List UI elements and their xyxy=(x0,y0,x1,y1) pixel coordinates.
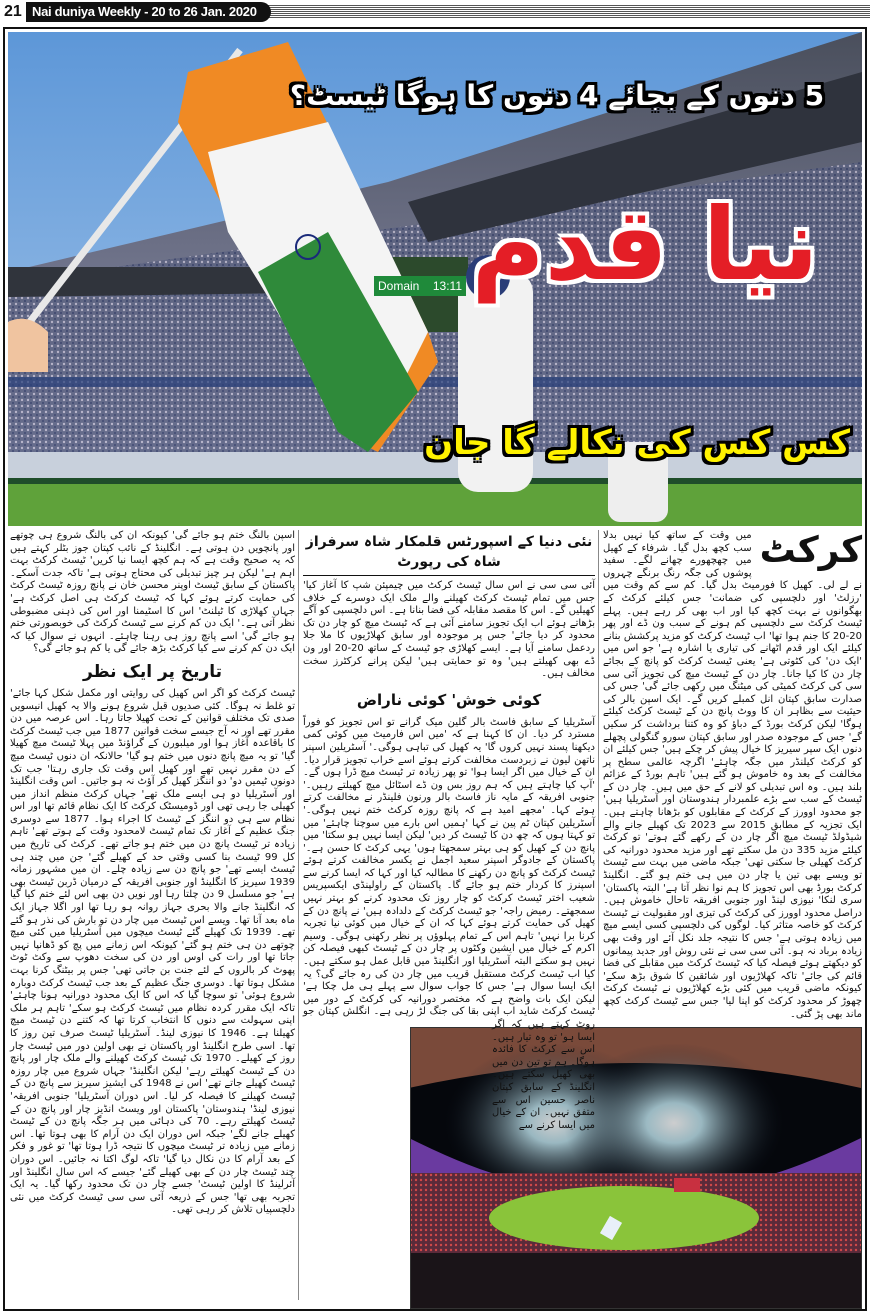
report-byline: نئی دنیا کے اسپورٹس قلمکار شاہ سرفراز شاہ کی رپورٹ xyxy=(303,532,595,576)
headline-top: 5 دنوں کے بجائے 4 دنوں کا ہوگا ٹیسٹ؟ xyxy=(289,79,825,112)
publication-title: Nai duniya Weekly - 20 to 26 Jan. 2020 xyxy=(26,2,271,22)
scoreboard-time: 13:11 xyxy=(432,279,462,293)
headline-main: نیا قدم xyxy=(471,186,819,303)
page-header xyxy=(0,0,870,24)
article-paragraph: میں وقت کے ساتھ کیا نہیں بدلا سب کچھ بدل گیا۔ شرفاء کے کھیل میں چھچھورے چھانے لگے۔ سفید پوشوں کی جگہ رنگ برنگے چہروں نے لے لی۔ کھیل کا فورمیٹ بدل گیا۔ کم سے کم وقت میں 'رزلٹ' اور دلچسپی کی ضمانت' جس کیلئے کرکٹ کے بھگوانوں نے بہت کچھ کیا اور اب بھی کر رہے ہیں۔ پہلے ٹیسٹ کرکٹ سے دلچسپی کم ہونے کے سبب ون ڈے اور پھر 20-20 کا جنم ہوا تھا' اب ٹیسٹ کرکٹ کو مزید پرکشش بنانے کیلئے ایک اور قدم اٹھانے کی تیاری یا اشارہ ہے' جو اس میں 'ایک دن' کی کٹوتی ہے' یعنی ٹیسٹ کرکٹ کو پانچ کے بجائے چار دن کا کیا جانا۔ چار دن کے ٹیسٹ میچ کی تجویز آئی سی سی کی کرکٹ کمیٹی کی میٹنگ میں رکھی جائے گی' جس کی صدارت سابق کپتان انل کمبلے کریں گے۔ ایک اسپن بالر کی حیثیت سے بظاہر ان کا ووٹ پانچ دن کے ٹیسٹ کرکٹ کیلئے ہوگا' لیکن کرکٹ بورڈ کے دباؤ کو وہ کتنا برداشت کر سکیں گے' جس کے موجودہ صدر اور سابق کپتان سورو گنگولی پچھلے دنوں ایک سپر سیریز کا خیال پیش کر چکے ہیں' جس کیلئے ان کو کرکٹ کیلنڈر میں جگہ چاہئے' اگرچہ عالمی سطح پر مخالفت کے بعد وہ خاموش ہو گئے ہیں' تاہم بورڈ کے عزائم بلند ہیں۔ وہ اس تبدیلی کو لانے کے حق میں ہیں۔ چار دن کے ٹیسٹ کے سب سے بڑے علمبردار ہندوستان اور آسٹریلیا ہیں' جو محدود اوورز کے کرکٹ کے مقابلوں کو بڑھانا چاہتے ہیں۔ ایک تجزیہ کے مطابق 2015 سے 2023 تک کھیلے جانے والے شیڈولڈ ٹیسٹ میچ اگر چار دن کے رکھے گئے ہوتے' تو کرکٹ کیلئے مزید 335 دن مل سکتے تھے اور مزید محدود دورانیہ کی کرکٹ کھیلی جا سکتی تھی' جبکہ ماضی میں بہت سے ٹیسٹ تو ویسے بھی تین یا چار دن میں ہی ختم ہو گئے۔ انگلینڈ کرکٹ بورڈ بھی اس تجویز کا ہم نوا نظر آتا ہے' البتہ پاکستان' سری لنکا' نیوزی لینڈ اور جنوبی افریقہ تاحال خاموش ہیں۔ دراصل محدود اوورز کی کرکٹ کی تیزی اور مقبولیت نے ٹیسٹ کرکٹ کو خاصہ متاثر کیا۔ لوگوں کی دلچسپی کسی ایسے میچ میں زیادہ ہوتی ہے' جس کا نتیجہ جلد نکل آئے اور وقت بھی زیادہ برباد نہ ہو۔ آئی سی سی نے نئی روش اور جدید پیمانوں کو دیکھتے ہوئے فیصلہ کیا کہ ٹیسٹ کرکٹ میں مقابلے کی فضا قائم کی جائے' تاکہ کھلاڑیوں اور شائقین کا شوق بڑھ سکے' کیونکہ ماضی قریب میں کئی بڑے کھلاڑیوں نے ٹیسٹ کرکٹ چھوڑ کر محدود کرکٹ کو اپنا لیا' جس سے ٹیسٹ کرکٹ کچھ ماند بھی پڑ گئی۔ xyxy=(603,530,863,1020)
article-paragraph: آسٹریلیا کے سابق فاسٹ بالر گلین میک گرانے تو اس تجویز کو فوراً مسترد کر دیا۔ ان کا کہنا ہے کہ 'میں اس فارمیٹ میں کوئی کمی دیکھنا پسند نہیں کروں گا' یہ کھیل کی تباہی ہوگی۔' آسٹریلین اسپنر ناتھن لیون نے زبردست مخالفت کرتے ہوئے اسے خراب تجویز قرار دیا۔ ان کے خیال میں اگر ایسا ہوا' تو پھر زیادہ تر ٹیسٹ میچ ڈرا ہوں گے۔ 'آپ کیا چاہتے ہیں کہ ہم روز بس ون ڈے اسٹائل میچ کھیلتے رہیں۔' جنوبی افریقہ کے مایہ ناز فاسٹ بالر ورنون فلینڈر نے مخالفت کرتے ہوئے کہا۔ 'مجھے امید ہے کہ پانچ روزہ کرکٹ ختم نہیں ہوگی۔' آسٹریلین کپتان ٹم پین نے کہا 'ہمیں اس بارے میں سوچنا چاہئے' میں تو کہتا ہوں کہ چھ دن کا ٹیسٹ کر دیں' لیکن ایسا نہیں ہو سکتا' میں پانچ دن کے کھیل کو ہی بہتر سمجھتا ہوں' یہی کرکٹ کا حسن ہے۔' پاکستان کے جادوگر اسپنر سعید اجمل نے یکسر مخالفت کرتے ہوئے ٹیسٹ کرکٹ کو پانچ دن رکھنے کا مطالبہ کیا اور کہا کہ ایسا کرنے سے اسپنرز کا کردار ختم ہو جائے گا۔ پاکستان کے راولپنڈی ایکسپریس شعیب اختر ٹیسٹ کرکٹ کو چار روز تک محدود کرنے کو بہتر نہیں سمجھتے۔ رمیض راجہ' جو ٹیسٹ کرکٹ کے دلدادہ ہیں' نے پانچ دن کے کھیل کی حمایت کرتے ہوئے کہا کہ ان کے خیال میں کوئی نیا تجربہ کرنا برا نہیں' تاہم اس کے تمام پہلوؤں پر نظر رکھنی ہوگی۔ وسیم اکرم کے خیال میں ایشین وکٹوں پر چار دن کے ٹیسٹ کبھی فیصلہ کن نہیں ہو سکتے البتہ آسٹریلیا اور انگلینڈ میں قابل عمل ہو سکتے ہیں۔ کیا اب ٹیسٹ کرکٹ مستقبل قریب میں چار دن کی رہ جائے گی؟ یہ ایک ایسا سوال ہے' جس کا جواب سوال سے پہلے ہی مل چکا ہے' لیکن ایک بات واضح ہے کہ مختصر دورانیہ کی کرکٹ کے دور میں ٹیسٹ کرکٹ شاید اب اپنی بقا کی جنگ لڑ رہی ہے۔ انگلش کپتان جو روٹ کہتے ہیں کہ اگر ایسا ہو' تو وہ تیار ہیں۔ اس سے کرکٹ کا فائدہ ہوگا۔ ہم تو تین دن میں بھی کھیل سکتے ہیں۔ انگلینڈ کے سابق کپتان ناصر حسین اس سے متفق نہیں۔ ان کے خیال میں ایسا کرنے سے xyxy=(303,716,595,1131)
article-paragraph: ٹیسٹ کرکٹ کو اگر اس کھیل کی روایتی اور مکمل شکل کہا جائے' تو غلط نہ ہوگا۔ کئی صدیوں قبل شروع ہونے والا یہ کھیل انیسویں صدی تک مختلف قوانین کے تحت کھیلا جاتا رہا۔ اس عرصہ میں دن مقرر تھے اور نہ آج جیسے سخت قوانین 1877 میں جب ٹیسٹ کرکٹ کا باقاعدہ آغاز ہوا اور میلبورن کے گراؤنڈ میں پہلا ٹیسٹ میچ کھیلا گیا' تو یہ میچ پانچ دنوں میں ختم ہو گیا' حالانکہ ان دنوں ٹیسٹ میچ کے دن مقرر نہیں تھے اور کھیل اس وقت تک جاری رہتا' جب تک دونوں ٹیمیں دو' دو اننگز کھیل کر آؤٹ نہ ہو جاتیں۔ اس وقت انگلینڈ اور آسٹریلیا دو ہی ایسے ملک تھے' جہاں کرکٹ منظم انداز میں کھیلی جا رہی تھی اور ڈومیسٹک کرکٹ کا ایک نظام قائم تھا اور اس نظام سے ہی دو اننگز کے ٹیسٹ کا اجراء ہوا۔ 1877 سے دوسری جنگ عظیم کے آغاز تک تمام ٹیسٹ لامحدود وقت کے ہوتے تھے' تاہم زیادہ تر ٹیسٹ پانچ دن میں ختم ہو جاتے تھے۔ کرکٹ کی تاریخ میں کل 99 ٹیسٹ بنا کسی وقتی حد کے کھیلے گئے' جن میں چند ہی ٹیسٹ ایسے تھے' جو پانچ دن سے زیادہ چلے۔ ان میں مشہور زمانہ 1939 سیریز کا انگلینڈ اور جنوبی افریقہ کے درمیان ڈربن ٹیسٹ بھی ہے' جو مسلسل 9 دن چلتا رہا اور نویں دن بھی اس لئے ختم کیا گیا کہ انگلینڈ جانے والا بحری جہاز روانہ ہو رہا تھا اور اگلا جہاز ایک ماہ بعد آنا تھا۔ ویسے اس ٹیسٹ میں چار دن تو بارش کی نذر ہو گئے تھے۔ 1939 تک کھیلے گئے ٹیسٹ میچوں میں آسٹریلیا میں کئی میچ چوتھے دن ہی ختم ہو گئے' کیونکہ اس زمانے میں پچ کو ڈھانپا نہیں جاتا تھا اور رات کی اوس اور دن کی سخت دھوپ سے وکٹ ٹوٹ پھوٹ کر بالروں کے لئے جنت بن جاتی تھی' جس پر بیٹنگ کرنا بہت مشکل ہوتا تھا۔ دوسری جنگ عظیم کے بعد جب ٹیسٹ کرکٹ دوبارہ شروع ہوئی' تو سوچا گیا کہ اس کا ایک محدود دورانیہ ہونا چاہئے' تاکہ ایک مقرر کردہ نظام میں ٹیسٹ کرکٹ ہو سکے' تاہم ہر ملک اپنی سہولت سے دنوں کا انتخاب کرتا تھا کہ کتنے دن ٹیسٹ میچ کھیلنا ہے۔ 1946 کا نیوزی لینڈ۔ آسٹریلیا ٹیسٹ صرف تین روز کا تھا۔ اسی طرح انگلینڈ اور پاکستان نے بھی اولین دور میں ٹیسٹ چار روز کے کھیلے۔ 1970 تک ٹیسٹ کرکٹ کھیلنے والے ملک چار اور پانچ دن کے ٹیسٹ کھیلتے رہے' لیکن انگلینڈ' جہاں شروع میں چار روزہ ٹیسٹ کھیلے جاتے تھے' اس نے 1948 کی ایشیز سیریز سے پانچ دن کے ٹیسٹ کھیلنے کا فیصلہ کر لیا۔ اس دوران آسٹریلیا' جنوبی افریقہ' نیوزی لینڈ' ہندوستان' پاکستان اور ویسٹ انڈیز چار اور پانچ دن کے ٹیسٹ کھیلتے رہے۔ 70 کی دہائی میں ہر جگہ پانچ دن کے ٹیسٹ کھیلے جانے لگے' جبکہ اس دوران ایک دن آرام کا بھی ہوتا تھا۔ اس زمانے میں زیادہ تر ٹیسٹ میچوں کا نتیجہ ڈرا ہوتا تھا' تو غور و فکر کے بعد آرام کا دن نکال دیا گیا' تاکہ لوگ اکتا نہ جائیں۔ اس دوران چند ٹیسٹ چار دن کے بھی کھیلے گئے' جیسے کہ اس سال انگلینڈ اور آئرلینڈ کا اولین ٹیسٹ' جسے چار دن تک محدود رکھا گیا۔ یہ ایک تجربہ بھی تھا' جس کے ذریعہ آئی سی سی ٹیسٹ کرکٹ میں نئی دلچسپیاں تلاش کر رہی تھی۔ xyxy=(10,687,296,1216)
article-intro: اسپن بالنگ ختم ہو جائے گی' کیونکہ ان کی بالنگ شروع ہی چوتھے اور پانچویں دن ہوتی ہے۔ انگلینڈ کے نائب کپتان جوز بٹلر کہتے ہیں کہ یہ صحیح وقت ہے کہ ہم کچھ ایسا نیا کریں' ٹیسٹ کرکٹ بہت اہم ہے' لیکن ہر چیز تبدیلی کی محتاج ہوتی ہے' تاکہ جدت آسکے۔ پاکستان کے سابق ٹیسٹ اوپنر محسن خان نے پانچ روزہ ٹیسٹ کرکٹ کی حمایت کرتے ہوئے کہا کہ ٹیسٹ کرکٹ ہی اصل کرکٹ ہے' جہاں کھلاڑی کا ٹیلنٹ' اس کا اسٹیمنا اور اس کی ذہنی مضبوطی نظر آتی ہے۔' ایک دن کم کرنے سے ٹیسٹ کرکٹ کی خوبصورتی ختم ہو جائے گی' اسے پانچ روز ہی رہنا چاہئے۔ انہوں نے سوال کیا کہ ایک دن کم کرنے سے کیا کرکٹ بڑھ جائے گی یا کم ہو جائے گی؟ xyxy=(10,530,295,655)
photo-wrap-spacer xyxy=(303,1023,492,1313)
left-column xyxy=(10,530,295,1217)
column-divider xyxy=(298,530,299,1300)
subheading-reactions: کوئی خوش' کوئی ناراض xyxy=(356,690,542,709)
right-column xyxy=(603,530,862,1309)
headline-sub: کس کس کی نکالے گا جان xyxy=(424,423,850,463)
scoreboard-label: Domain xyxy=(378,279,420,293)
section-heading-cricket: کرکٹ xyxy=(759,530,862,571)
header-rule-lines xyxy=(190,4,870,18)
middle-column xyxy=(303,532,595,1313)
article-intro: آئی سی سی نے اس سال ٹیسٹ کرکٹ میں چیمپئن شپ کا آغاز کیا' جس میں تمام ٹیسٹ کرکٹ کھیلنے والے ملک ایک دوسرے کے خلاف کھیلیں گے۔ اس کا مقصد مقابلہ کی فضا بنانا ہے۔ اس دلچسپی کو آگے بڑھاتے ہوئے اب ایک تجویز سامنے آئی ہے کہ ٹیسٹ میچ کو چار دن تک محدود کر دیا جائے' جس پر موجودہ اور سابق کھلاڑیوں کا ملا جلا ردعمل سامنے آیا ہے۔ ایسے کھلاڑی جو ٹیسٹ کے ساتھ 20-20 اور ون ڈے بھی کھیلتے ہیں' وہ تو حمایتی ہیں' لیکن پرانے کرکٹرز سخت مخالف ہیں۔ xyxy=(303,580,596,680)
page-number: 21 xyxy=(4,3,22,20)
column-divider xyxy=(598,530,599,1010)
subheading-history: تاریخ پر ایک نظر xyxy=(82,661,223,682)
